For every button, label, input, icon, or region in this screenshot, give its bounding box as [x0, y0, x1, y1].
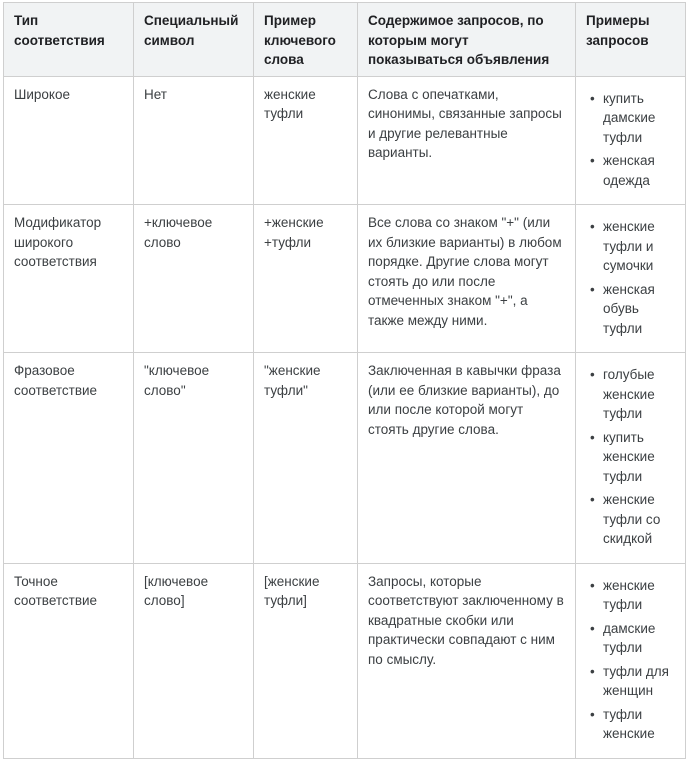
- table-row: [4, 353, 686, 564]
- cell-match-type: Широкое: [4, 76, 134, 205]
- cell-query-examples: [576, 205, 686, 353]
- header-keyword-example: Пример ключевого слова: [254, 3, 358, 77]
- cell-special-symbol: [ключевое слово]: [134, 563, 254, 758]
- cell-special-symbol: Нет: [134, 76, 254, 205]
- cell-match-type: Фразовое соответствие: [4, 353, 134, 564]
- list-item: • женские туфли: [586, 576, 675, 615]
- cell-query-examples: [576, 563, 686, 758]
- table-row: [4, 563, 686, 758]
- header-query-content: Содержимое запросов, по которым могут показываться объявления: [358, 3, 576, 77]
- list-item: • голубые женские туфли: [586, 365, 675, 424]
- examples-list: [586, 89, 675, 191]
- cell-query-examples: [576, 353, 686, 564]
- list-item: • купить женские туфли: [586, 428, 675, 487]
- cell-query-examples: [576, 76, 686, 205]
- list-item: • женская одежда: [586, 151, 675, 190]
- examples-list: [586, 365, 675, 549]
- examples-list: [586, 217, 675, 338]
- cell-keyword-example: "женские туфли": [254, 353, 358, 564]
- header-special-symbol: Специальный символ: [134, 3, 254, 77]
- cell-match-type: Модификатор широкого соответствия: [4, 205, 134, 353]
- table-row: [4, 205, 686, 353]
- cell-query-content: Все слова со знаком "+" (или их близкие варианты) в любом порядке. Другие слова могут стоять до или после отмеченных знаком "+", а также между ними.: [358, 205, 576, 353]
- cell-match-type: Точное соответствие: [4, 563, 134, 758]
- list-item: • женская обувь туфли: [586, 280, 675, 339]
- list-item: • дамские туфли: [586, 619, 675, 658]
- cell-keyword-example: +женские +туфли: [254, 205, 358, 353]
- examples-list: [586, 576, 675, 744]
- list-item: • купить дамские туфли: [586, 89, 675, 148]
- list-item: • туфли для женщин: [586, 662, 675, 701]
- header-match-type: Тип соответствия: [4, 3, 134, 77]
- cell-keyword-example: женские туфли: [254, 76, 358, 205]
- match-types-table: [3, 2, 686, 759]
- cell-special-symbol: "ключевое слово": [134, 353, 254, 564]
- cell-special-symbol: +ключевое слово: [134, 205, 254, 353]
- table-row: [4, 76, 686, 205]
- cell-keyword-example: [женские туфли]: [254, 563, 358, 758]
- list-item: • женские туфли со скидкой: [586, 490, 675, 549]
- cell-query-content: Слова с опечатками, синонимы, связанные запросы и другие релевантные варианты.: [358, 76, 576, 205]
- cell-query-content: Запросы, которые соответствуют заключенному в квадратные скобки или практически совпадают с ним по смыслу.: [358, 563, 576, 758]
- list-item: • женские туфли и сумочки: [586, 217, 675, 276]
- table-header-row: [4, 3, 686, 77]
- cell-query-content: Заключенная в кавычки фраза (или ее близкие варианты), до или после которой могут стоять другие слова.: [358, 353, 576, 564]
- list-item: • туфли женские: [586, 705, 675, 744]
- header-query-examples: Примеры запросов: [576, 3, 686, 77]
